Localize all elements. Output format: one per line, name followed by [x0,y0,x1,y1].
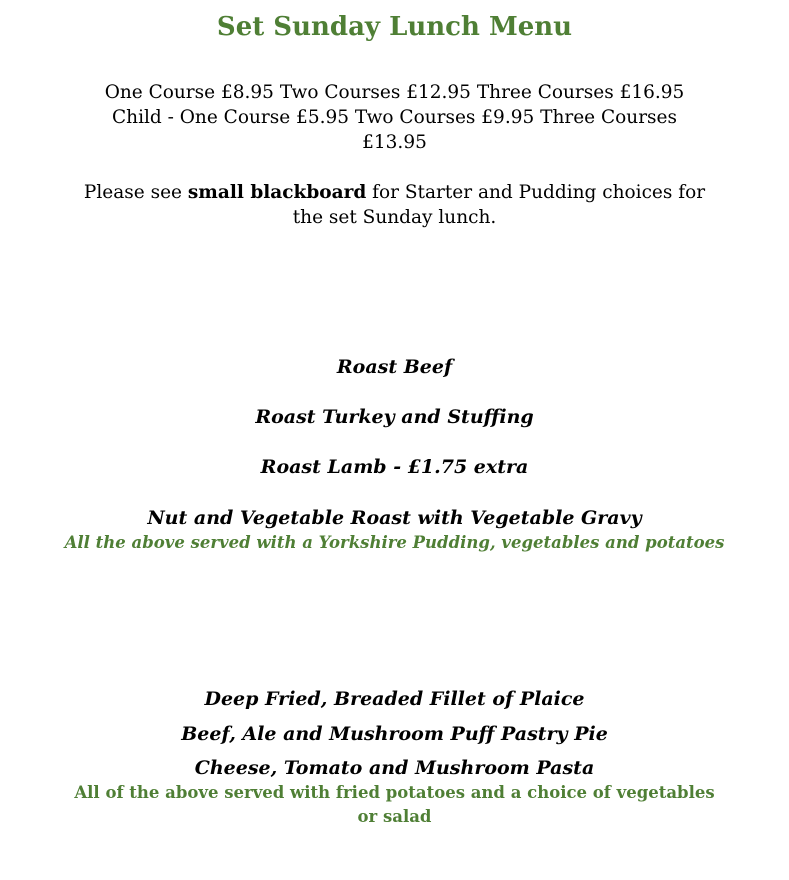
notice-text-before: Please see [83,182,188,203]
mains-serving-note [0,781,789,829]
mains-note-line-1: All of the above served with fried potatoes and a choice of vegetables [74,783,715,802]
dish-pasta: Cheese, Tomato and Mushroom Pasta [194,757,595,779]
notice-highlight: small blackboard [187,182,367,203]
notice-text-after: for Starter and Pudding choices for [366,182,706,203]
notice-line-1 [0,180,789,205]
dish-nut-vegetable-roast: Nut and Vegetable Roast with Vegetable Gravy [147,507,642,529]
dish-roast-beef: Roast Beef [336,356,453,378]
dish-pie: Beef, Ale and Mushroom Puff Pastry Pie [181,723,608,745]
mains-note-line-2: or salad [357,807,432,826]
page-title: Set Sunday Lunch Menu [216,12,573,42]
dish-roast-lamb: Roast Lamb - £1.75 extra [260,456,529,478]
adult-prices: One Course £8.95 Two Courses £12.95 Three Courses £16.95 [104,82,685,103]
roasts-serving-note: All the above served with a Yorkshire Pudding, vegetables and potatoes [64,533,725,552]
dish-plaice: Deep Fried, Breaded Fillet of Plaice [204,688,585,710]
child-prices: Child - One Course £5.95 Two Courses £9.95 Three Courses [112,107,677,128]
price-block [0,80,789,155]
dish-roast-turkey: Roast Turkey and Stuffing [255,406,534,428]
child-prices-continued: £13.95 [362,132,427,153]
notice-line-2: the set Sunday lunch. [292,207,497,228]
blackboard-notice [0,180,789,230]
